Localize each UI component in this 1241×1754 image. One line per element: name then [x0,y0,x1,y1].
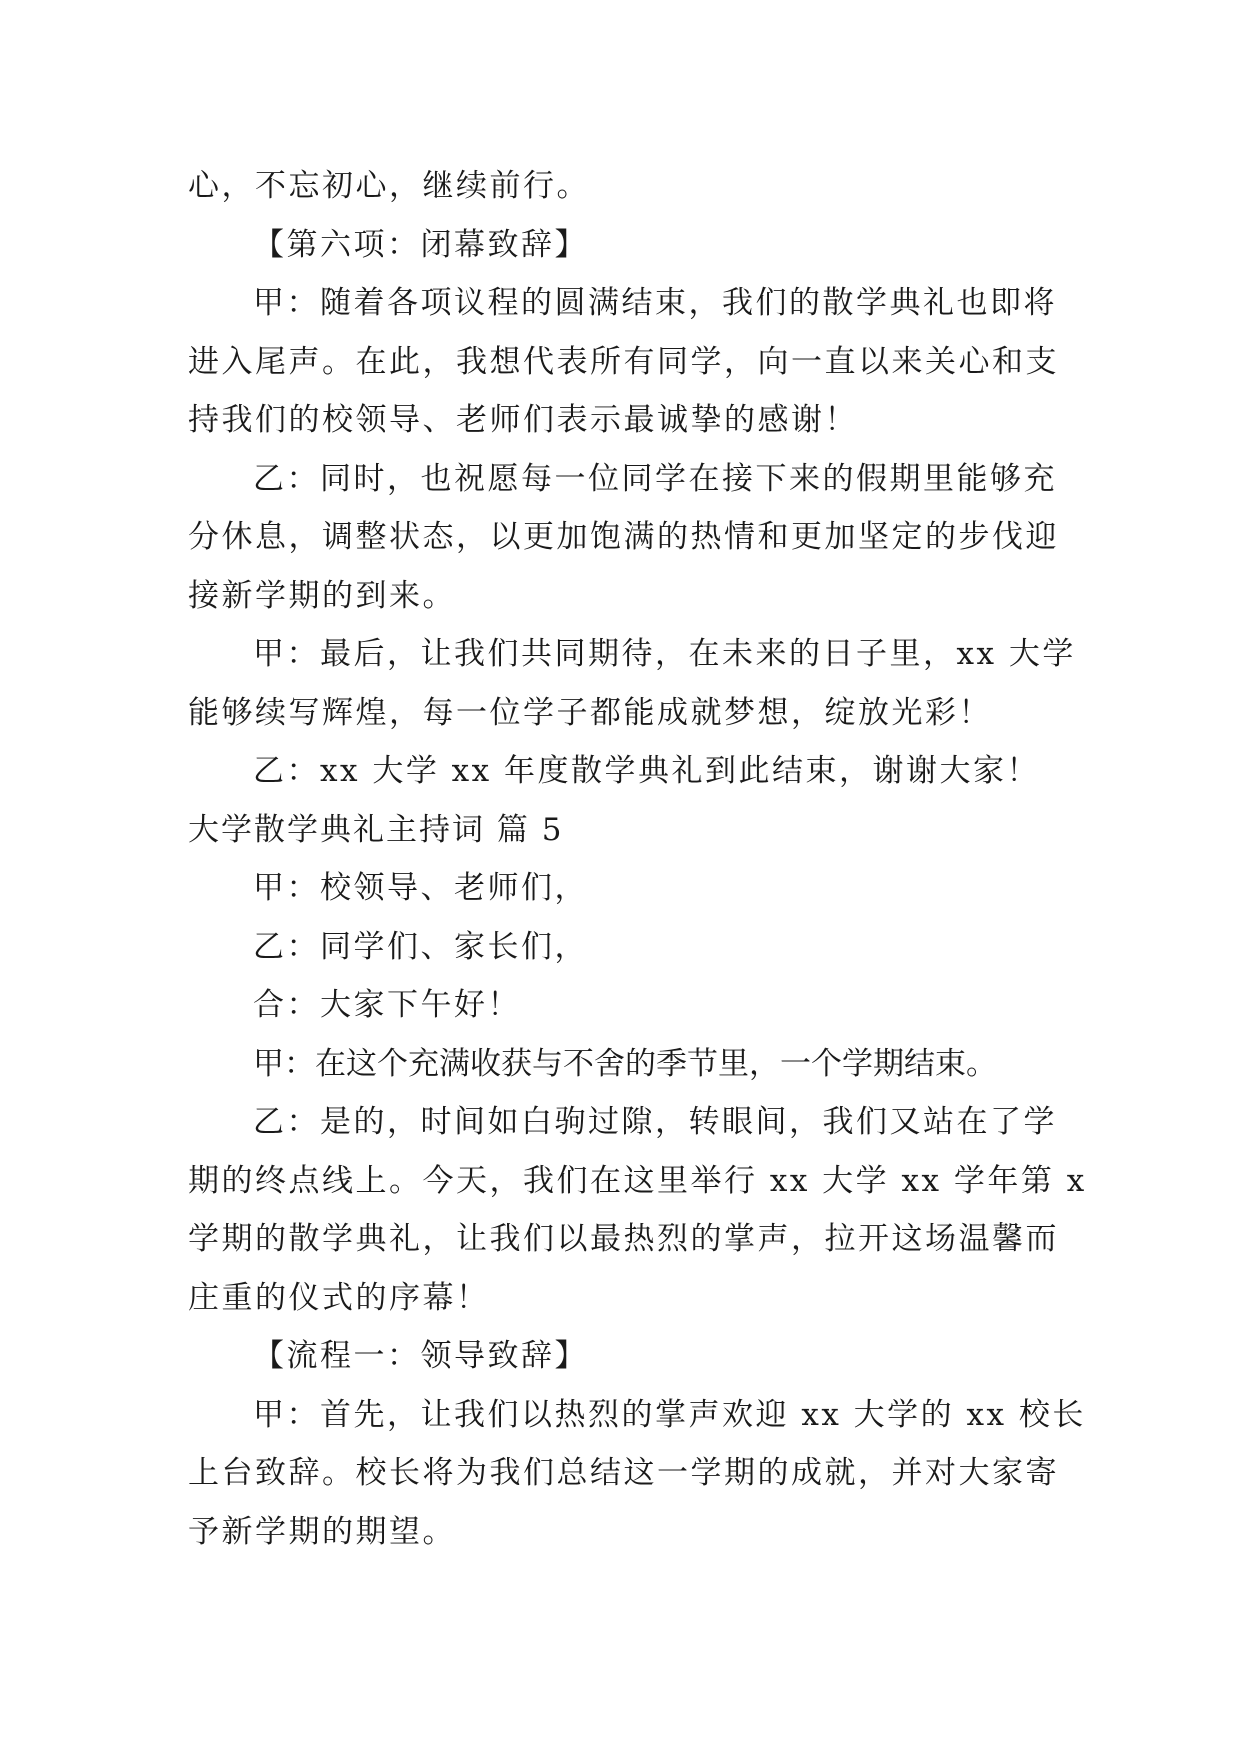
section-heading: 【第六项：闭幕致辞】 [253,226,588,263]
paragraph-line: 甲：校领导、老师们， [253,870,588,906]
paragraph-line: 乙：xx 大学 xx 年度散学典礼到此结束，谢谢大家！ [253,753,1040,789]
paragraph-line: 接新学期的到来。 [188,577,456,614]
section-heading: 【流程一：领导致辞】 [253,1338,588,1374]
paragraph-line: 进入尾声。在此，我想代表所有同学，向一直以来关心和支 [188,343,1059,380]
paragraph-line: 庄重的仪式的序幕！ [188,1279,490,1316]
paragraph-line: 期的终点线上。今天，我们在这里举行 xx 大学 xx 学年第 x [188,1162,1087,1199]
document-body [188,157,1087,1561]
document-section-title: 大学散学典礼主持词 篇 5 [188,811,564,848]
paragraph-line: 予新学期的期望。 [188,1513,456,1550]
paragraph-line: 甲：随着各项议程的圆满结束，我们的散学典礼也即将 [253,285,1057,321]
paragraph-line: 学期的散学典礼，让我们以最热烈的掌声，拉开这场温馨而 [188,1221,1059,1257]
paragraph-line: 甲：首先，让我们以热烈的掌声欢迎 xx 大学的 xx 校长 [253,1396,1086,1433]
paragraph-line: 乙：同时，也祝愿每一位同学在接下来的假期里能够充 [253,460,1057,497]
paragraph-line: 心，不忘初心，继续前行。 [188,168,590,204]
paragraph-line: 持我们的校领导、老师们表示最诚挚的感谢！ [188,402,858,438]
paragraph-line: 乙：是的，时间如白驹过隙，转眼间，我们又站在了学 [253,1104,1057,1140]
paragraph-line: 甲：最后，让我们共同期待，在未来的日子里，xx 大学 [253,636,1076,672]
paragraph-line: 甲：在这个充满收获与不舍的季节里，一个学期结束。 [253,1045,997,1082]
paragraph-line: 能够续写辉煌，每一位学子都能成就梦想，绽放光彩！ [188,694,992,731]
paragraph-line: 合：大家下午好！ [253,987,521,1023]
paragraph-line: 上台致辞。校长将为我们总结这一学期的成就，并对大家寄 [188,1455,1059,1491]
paragraph-line: 乙：同学们、家长们， [253,928,588,965]
paragraph-line: 分休息，调整状态，以更加饱满的热情和更加坚定的步伐迎 [188,519,1059,555]
